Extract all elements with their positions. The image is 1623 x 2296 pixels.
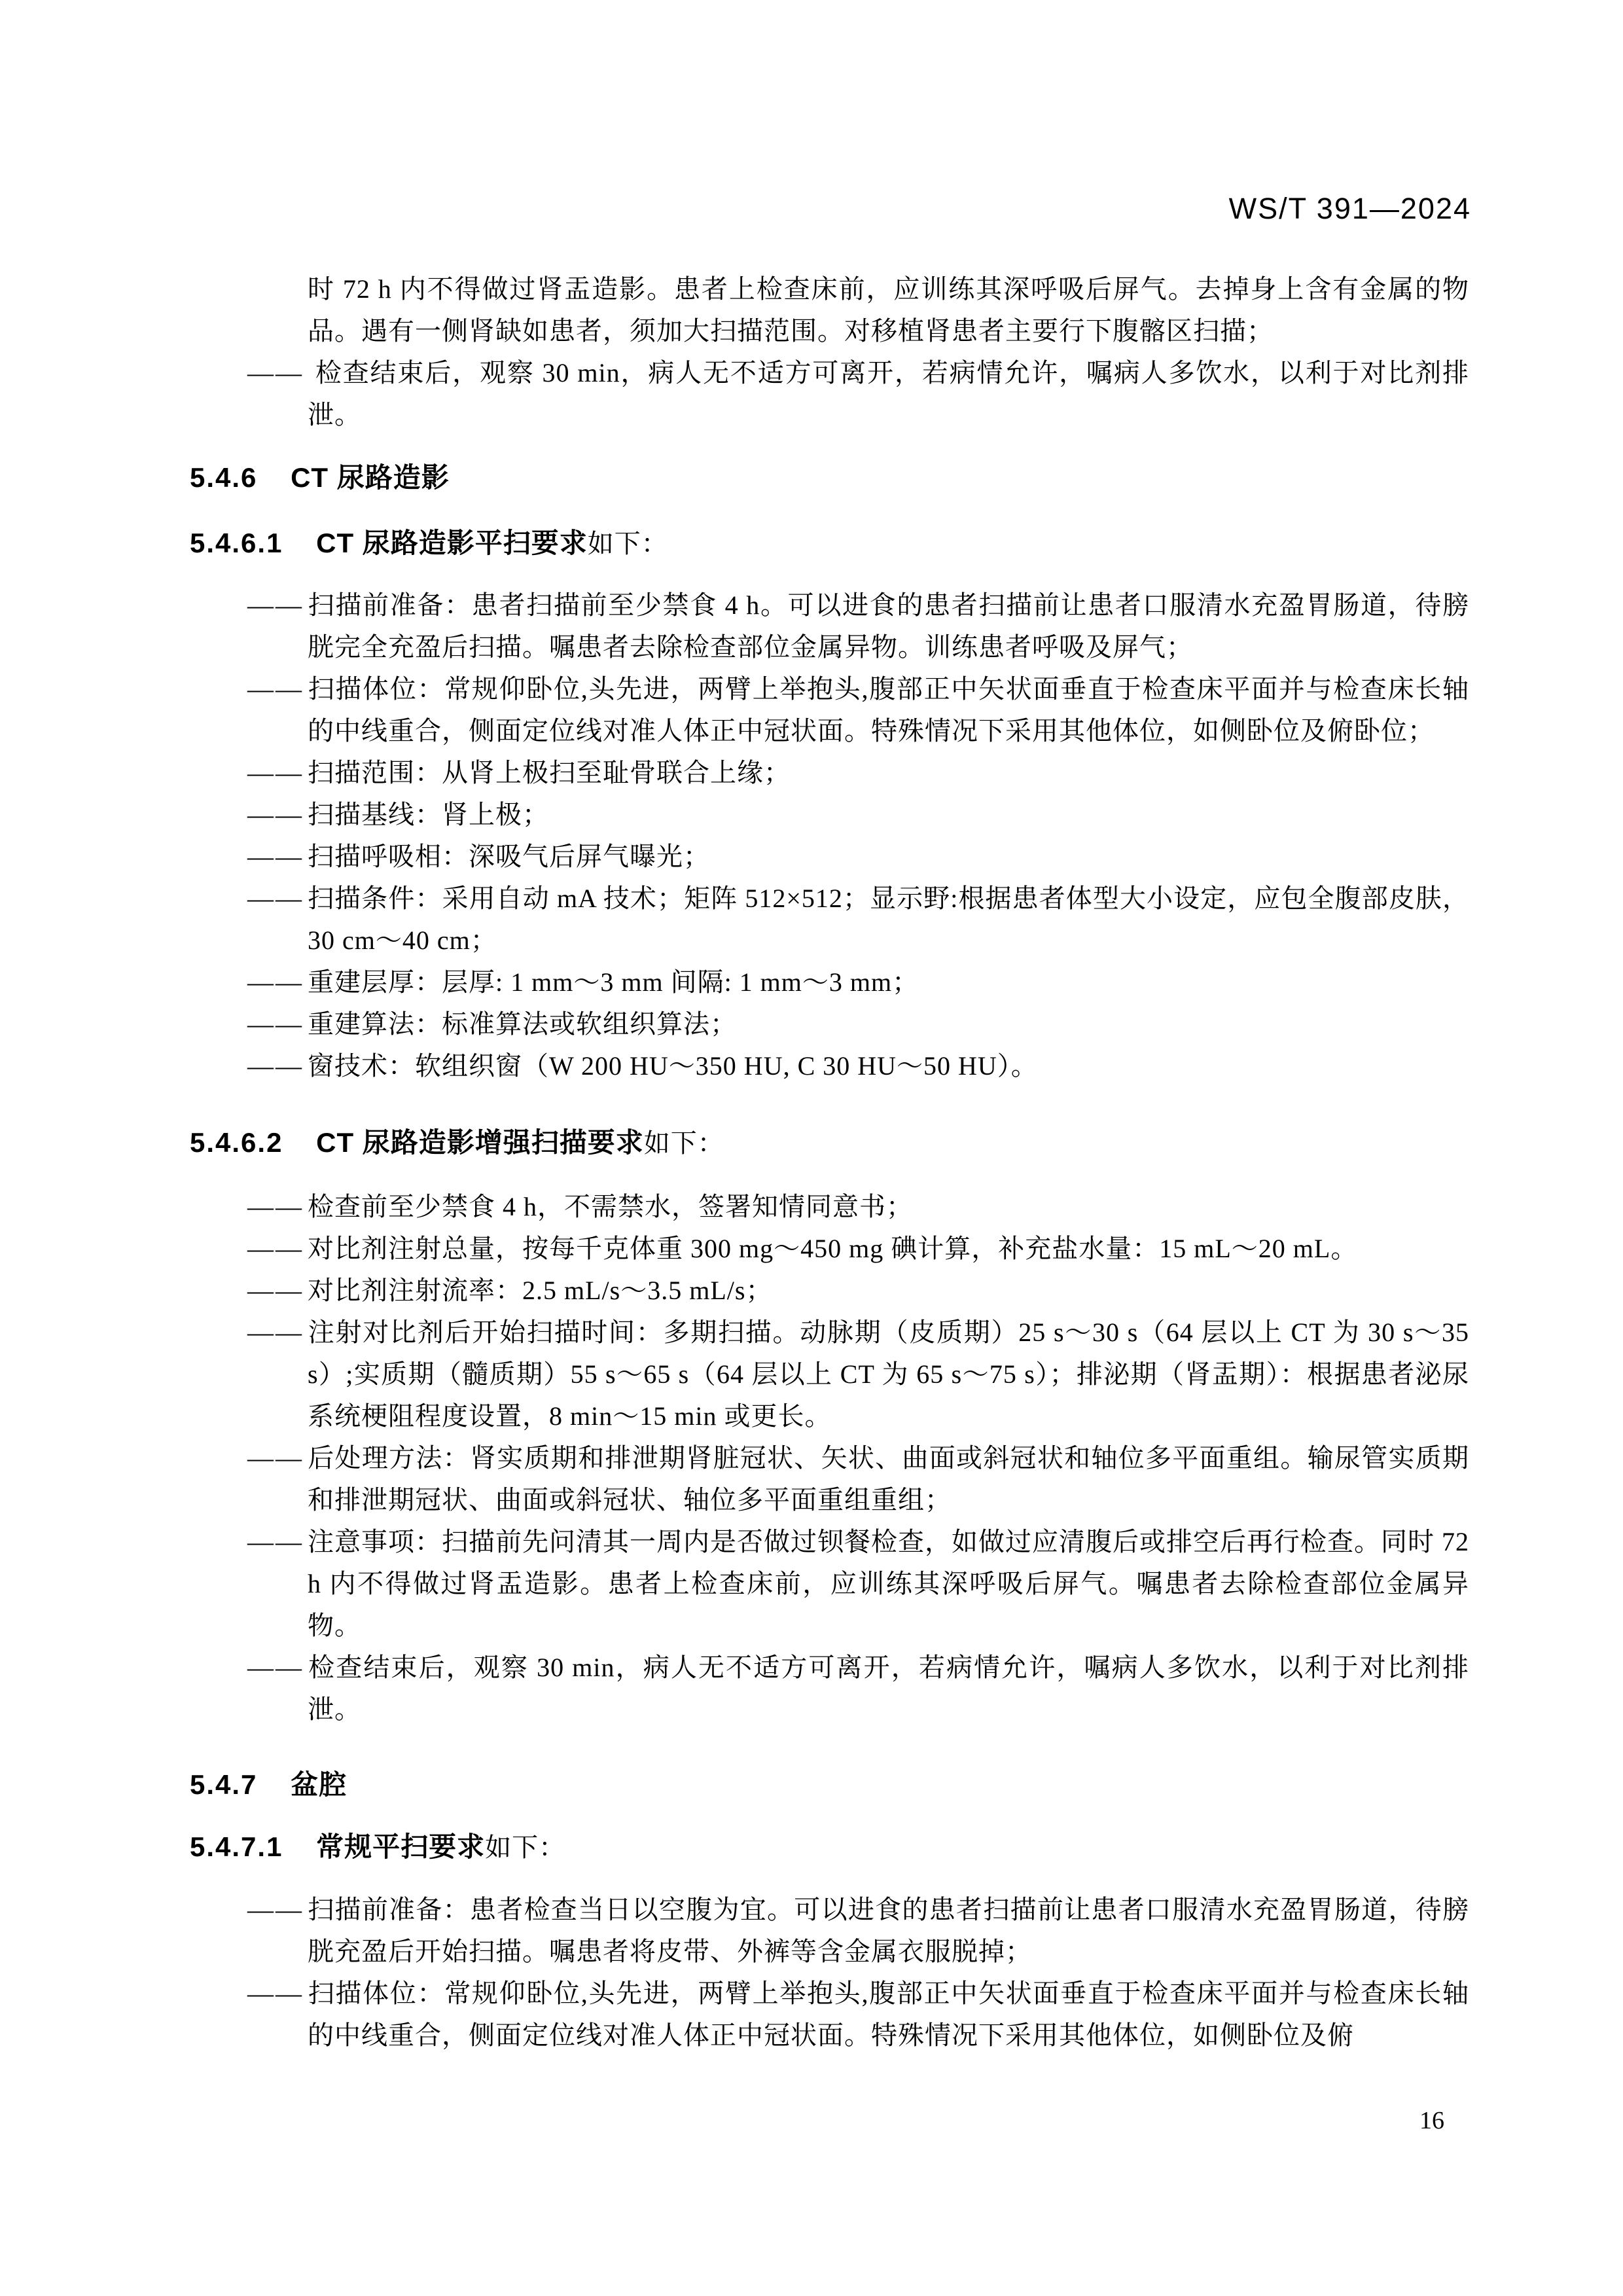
two-em-dash-icon: —— bbox=[247, 1895, 304, 1924]
list-item-text: 注意事项：扫描前先问清其一周内是否做过钡餐检查，如做过应清腹后或排空后再行检查。同时 72 h 内不得做过肾盂造影。患者上检查床前，应训练其深呼吸后屏气。嘱患者去除检查部位金属异物。 bbox=[308, 1527, 1469, 1640]
heading-number: 5.4.6 bbox=[190, 462, 258, 493]
list-item bbox=[247, 1003, 1469, 1045]
list-item-text: 扫描体位：常规仰卧位,头先进，两臂上举抱头,腹部正中矢状面垂直于检查床平面并与检查床长轴的中线重合，侧面定位线对准人体正中冠状面。特殊情况下采用其他体位，如侧卧位及俯 bbox=[308, 1979, 1469, 2050]
heading-5-4-6-2 bbox=[190, 1122, 1469, 1164]
list-item-text: 扫描条件：采用自动 mA 技术；矩阵 512×512；显示野:根据患者体型大小设定，应包全腹部皮肤，30 cm～40 cm； bbox=[308, 884, 1469, 955]
list-item bbox=[247, 961, 1469, 1003]
two-em-dash-icon: —— bbox=[247, 1318, 304, 1347]
heading-tail: 如下： bbox=[643, 1128, 724, 1158]
list-item-text: 扫描体位：常规仰卧位,头先进，两臂上举抱头,腹部正中矢状面垂直于检查床平面并与检查床长轴的中线重合，侧面定位线对准人体正中冠状面。特殊情况下采用其他体位，如侧卧位及俯卧位； bbox=[308, 674, 1469, 745]
two-em-dash-icon: —— bbox=[247, 1653, 304, 1682]
list-item bbox=[247, 352, 1469, 436]
standard-code-header: WS/T 391—2024 bbox=[1228, 192, 1471, 225]
heading-tail: 如下： bbox=[587, 529, 668, 558]
two-em-dash-icon: —— bbox=[247, 1009, 304, 1039]
heading-number: 5.4.6.2 bbox=[190, 1127, 283, 1158]
heading-5-4-6-1 bbox=[190, 522, 1469, 565]
list-item-text: 对比剂注射总量，按每千克体重 300 mg～450 mg 碘计算，补充盐水量：15 mL～20 mL。 bbox=[308, 1234, 1358, 1263]
list-item bbox=[247, 1312, 1469, 1437]
two-em-dash-icon: —— bbox=[247, 758, 304, 787]
heading-number: 5.4.7.1 bbox=[190, 1831, 283, 1862]
two-em-dash-icon: —— bbox=[247, 1527, 304, 1556]
two-em-dash-icon: —— bbox=[247, 800, 304, 829]
list-item-text: 检查结束后，观察 30 min，病人无不适方可离开，若病情允许，嘱病人多饮水，以利于对比剂排泄。 bbox=[308, 1653, 1469, 1724]
list-item bbox=[247, 1270, 1469, 1312]
list-item-text: 重建算法：标准算法或软组织算法； bbox=[308, 1009, 737, 1039]
list-item bbox=[247, 794, 1469, 836]
list-item bbox=[247, 752, 1469, 794]
two-em-dash-icon: —— bbox=[247, 967, 304, 997]
list-item-text: 后处理方法：肾实质期和排泄期肾脏冠状、矢状、曲面或斜冠状和轴位多平面重组。输尿管实质期和排泄期冠状、曲面或斜冠状、轴位多平面重组重组； bbox=[308, 1443, 1469, 1515]
list-5-4-7-1 bbox=[190, 1889, 1469, 2056]
list-item bbox=[247, 1521, 1469, 1647]
list-item bbox=[247, 668, 1469, 752]
list-item-text: 检查前至少禁食 4 h，不需禁水，签署知情同意书； bbox=[308, 1192, 913, 1221]
heading-title: CT 尿路造影 bbox=[291, 462, 450, 493]
two-em-dash-icon: —— bbox=[247, 590, 304, 620]
list-item bbox=[247, 836, 1469, 878]
list-item bbox=[247, 1973, 1469, 2056]
two-em-dash-icon: —— bbox=[247, 1979, 304, 2008]
two-em-dash-icon: —— bbox=[247, 1276, 304, 1305]
heading-number: 5.4.6.1 bbox=[190, 528, 283, 558]
list-item bbox=[247, 1889, 1469, 1973]
two-em-dash-icon: —— bbox=[247, 1192, 304, 1221]
list-item-text: 扫描前准备：患者扫描前至少禁食 4 h。可以进食的患者扫描前让患者口服清水充盈胃肠道，待膀胱完全充盈后扫描。嘱患者去除检查部位金属异物。训练患者呼吸及屏气； bbox=[308, 590, 1469, 662]
heading-title: CT 尿路造影平扫要求 bbox=[316, 528, 588, 558]
heading-title: 常规平扫要求 bbox=[316, 1831, 486, 1862]
paragraph-continuation bbox=[308, 268, 1469, 352]
two-em-dash-icon: —— bbox=[247, 358, 304, 387]
heading-tail: 如下： bbox=[485, 1833, 566, 1862]
list-item-text: 窗技术：软组织窗（W 200 HU～350 HU, C 30 HU～50 HU）。 bbox=[308, 1051, 1038, 1081]
list-item-text: 扫描基线：肾上极； bbox=[308, 800, 549, 829]
two-em-dash-icon: —— bbox=[247, 674, 304, 704]
page-number: 16 bbox=[1419, 2107, 1444, 2134]
list-item bbox=[247, 584, 1469, 668]
list-item bbox=[247, 1437, 1469, 1521]
list-item bbox=[247, 1228, 1469, 1270]
list-item bbox=[247, 1647, 1469, 1731]
list-item bbox=[247, 1045, 1469, 1087]
list-item-text: 注射对比剂后开始扫描时间：多期扫描。动脉期（皮质期）25 s～30 s（64 层以上 CT 为 30 s～35 s）;实质期（髓质期）55 s～65 s（64 层以上 CT 为 65 s～75 s）；排泌期（肾盂期）：根据患者泌尿系统梗阻程度设置，8 min～15 min 或更长。 bbox=[308, 1318, 1469, 1431]
heading-5-4-7-1 bbox=[190, 1826, 1469, 1869]
two-em-dash-icon: —— bbox=[247, 1051, 304, 1081]
list-item-text: 扫描前准备：患者检查当日以空腹为宜。可以进食的患者扫描前让患者口服清水充盈胃肠道，待膀胱充盈后开始扫描。嘱患者将皮带、外裤等含金属衣服脱掉； bbox=[308, 1895, 1469, 1966]
list-5-4-6-2 bbox=[190, 1186, 1469, 1731]
two-em-dash-icon: —— bbox=[247, 1234, 304, 1263]
two-em-dash-icon: —— bbox=[247, 884, 304, 913]
two-em-dash-icon: —— bbox=[247, 1443, 304, 1473]
heading-number: 5.4.7 bbox=[190, 1769, 258, 1800]
paragraph-continuation-text: 时 72 h 内不得做过肾盂造影。患者上检查床前，应训练其深呼吸后屏气。去掉身上含有金属的物品。遇有一侧肾缺如患者，须加大扫描范围。对移植肾患者主要行下腹髂区扫描； bbox=[308, 274, 1469, 346]
heading-title: CT 尿路造影增强扫描要求 bbox=[316, 1127, 644, 1158]
list-item-text: 扫描范围：从肾上极扫至耻骨联合上缘； bbox=[308, 758, 791, 787]
two-em-dash-icon: —— bbox=[247, 842, 304, 871]
list-item-text: 对比剂注射流率：2.5 mL/s～3.5 mL/s； bbox=[308, 1276, 773, 1305]
document-content bbox=[190, 0, 1469, 2056]
heading-5-4-7 bbox=[190, 1764, 1469, 1806]
list-item-text: 重建层厚：层厚: 1 mm～3 mm 间隔: 1 mm～3 mm； bbox=[308, 967, 919, 997]
heading-title: 盆腔 bbox=[291, 1769, 348, 1800]
heading-5-4-6 bbox=[190, 457, 1469, 499]
list-item-text: 扫描呼吸相：深吸气后屏气曝光； bbox=[308, 842, 710, 871]
list-5-4-6-1 bbox=[190, 584, 1469, 1087]
list-item bbox=[247, 1186, 1469, 1228]
list-item bbox=[247, 878, 1469, 961]
list-item-text: 检查结束后，观察 30 min，病人无不适方可离开，若病情允许，嘱病人多饮水，以利于对比剂排泄。 bbox=[308, 358, 1469, 429]
